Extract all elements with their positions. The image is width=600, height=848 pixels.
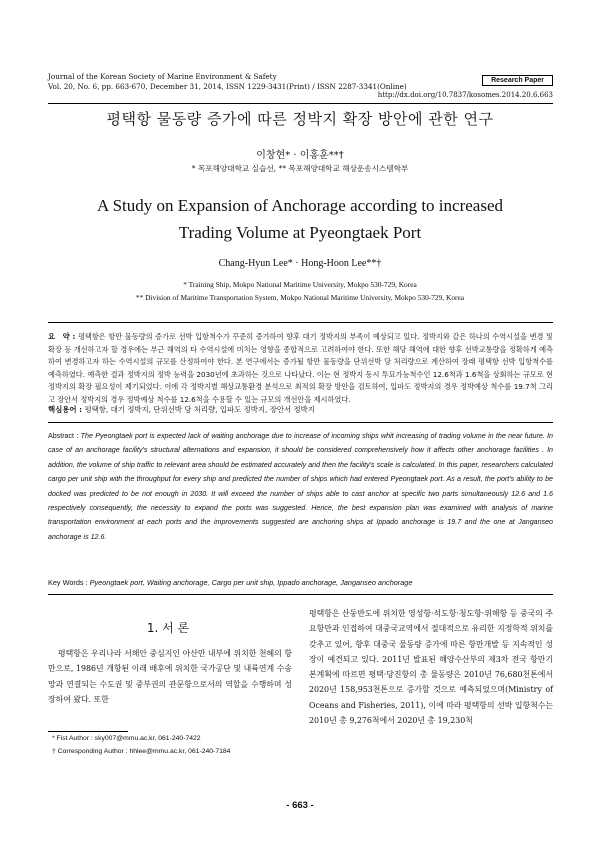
korean-keywords-label: 핵심용어 : (48, 405, 83, 414)
footnote-rule (48, 731, 128, 732)
body-column-left: 평택항은 우리나라 서해안 중심지인 아산만 내부에 위치한 천혜의 항만으로, 1986년 개항된 이래 배후에 위치한 국가공단 및 내륙연계 수송망과 연결되는 수도권 및 중부권의 관문항으로서의 역할을 수행하며 성장하여 왔다. 또한 (48, 649, 292, 704)
korean-title: 평택항 물동량 증가에 따른 정박지 확장 방안에 관한 연구 (106, 110, 494, 128)
body-column-right: 평택항은 산둥반도에 위치한 영성항·석도항·청도항·위해항 등 중국의 주요항만과 인접하여 대중국교역에서 절대적으로 유리한 지정학적 위치를 갖추고 있어, 향후 대중국 물동량 증가에 따른 항만개발 등 지속적인 성장이 예견되고 있다. 2011년 발표된 해양수산부의 제3차 전국 항만기본계획에 따르면 평택·당진항의 총 물동량은 2010년 76,680천톤에서 2020년 158,953천톤으로 증가할 것으로 예측되었으며(Ministry of Oceans and Fisheries, 2011), 이에 따라 평택항의 선박 입항척수는 2010년 총 9,276척에서 2020년 총 19,230척 (309, 609, 553, 726)
affiliation-1: * Training Ship, Mokpo National Maritime University, Mokpo 530-729, Korea (183, 280, 417, 289)
english-authors: Chang-Hyun Lee* · Hong-Hoon Lee**† (218, 258, 382, 269)
section-title-introduction: 1. 서 론 (146, 621, 190, 635)
journal-name: Journal of the Korean Society of Marine Environment & Safety (48, 72, 277, 81)
korean-authors: 이창현* · 이홍훈**† (256, 150, 344, 161)
korean-affiliation: * 목포해양대학교 실습선, ** 목포해양대학교 해상운송시스템학부 (191, 164, 409, 173)
korean-abstract-label: 요 약 : (48, 332, 76, 341)
english-title-line1: A Study on Expansion of Anchorage according to increased (96, 196, 503, 215)
english-abstract (48, 429, 553, 544)
footnote-first-author: * Fist Author : sky007@mmu.ac.kr, 061-240-7422 (52, 735, 201, 742)
korean-abstract-text: 평택항은 항만 물동량의 증가로 선박 입항척수가 꾸준히 증가하여 향후 대기 정박지의 부족이 예상되고 있다. 정박지와 같은 하나의 수역시설을 변경 및 확장 등 개선하고자 할 경우에는 부근 해역의 타 수역시설에 미치는 영향을 종합적으로 고려하여야 한다. 또한 해당 해역에 대한 향후 선박교통량을 정확하게 예측하여 변경하고자 하는 수역시설의 규모를 산정하여야 한다. 본 연구에서는 증가될 항만 물동량을 단위선박 당 처리량으로 계산하여 장래 평택항 선박 입항척수를 예측하였다. 예측한 결과 정박지의 정박 능력을 2030년에 초과하는 것으로 나타났다. 이는 현 정박지 동시 투묘가능척수인 12.6척과 1.6척을 상회하는 규모로 현 정박지의 확장 필요성이 제기되었다. 이에 각 정박지별 해상교통환경 분석으로 최적의 확장 방안을 검토하여, 입파도 정박지의 경우 정박예상 척수를 19.7척 그리고 장안서 정박지의 경우 정박예상 척수를 12.6척을 수용할 수 있는 규모의 개선안을 제시하였다. (48, 332, 553, 404)
doi-link[interactable]: http://dx.doi.org/10.7837/kosomes.2014.20.6.663 (377, 91, 553, 99)
korean-abstract (48, 331, 553, 407)
footnote-corresponding-author: † Corresponding Author : hhlee@mmu.ac.kr, 061-240-7184 (52, 748, 231, 755)
korean-keywords-text: 평택항, 대기 정박지, 단위선박 당 처리량, 입파도 정박지, 장안서 정박지 (84, 405, 315, 414)
english-title-line2: Trading Volume at Pyeongtaek Port (178, 223, 422, 242)
header-rule (48, 103, 553, 104)
affiliation-2: ** Division of Maritime Transportation System, Mokpo National Maritime University, Mokpo 530-729, Korea (135, 293, 465, 302)
journal-header (48, 72, 407, 91)
english-abstract-text: The Pyeongtaek port is expected lack of waiting anchorage due to increase of incoming ships whit increasing of trading volume in the near future. In case of an anchorage facility's structural alternations and expansion, it should be considered comprehensively how it affects other anchorage facilities . In addition, the volume of ship traffic to relevant area should be estimated accurately and then the facility's scale is calculated. In this paper, researchers calculated cargo per unit ship with the throughput for every ship and predicted the number of ships which had entered Pyeongtaek port. As a result, the port's ability to be docked was predicted to be not enough in 2030. It will exceed the number of ships able to cast anchor at specific two parts simultaneously 12.6 and 1.6 respectively consequently, the necessity to expand the ports was suggested. Hence, the best expansion plan was examined with analysis of marine transportation environment at each ports and the improvements suggested are anchoring ships at Ippado anchorage is 19.7 and the one at Janganseo anchorage is 12.6. (48, 432, 553, 541)
english-keywords (48, 578, 553, 587)
english-abstract-label: Abstract : (48, 432, 79, 440)
korean-keywords (48, 404, 553, 415)
page-number: - 663 - (286, 800, 314, 811)
english-title (60, 192, 540, 246)
research-paper-badge: Research Paper (482, 75, 553, 86)
english-keywords-text: Pyeongtaek port, Waiting anchorage, Cargo per unit ship, Ippado anchorage, Janganseo anchorage (89, 578, 413, 587)
journal-volume: Vol. 20, No. 6, pp. 663-670, December 31, 2014, ISSN 1229-3431(Print) / ISSN 2287-3341(Online) (48, 81, 407, 91)
abstract-bottom-rule (48, 594, 553, 595)
abstract-mid-rule (48, 422, 553, 423)
english-keywords-label: Key Words : (48, 578, 88, 587)
abstract-top-rule (48, 322, 553, 323)
english-affiliation (0, 278, 600, 304)
